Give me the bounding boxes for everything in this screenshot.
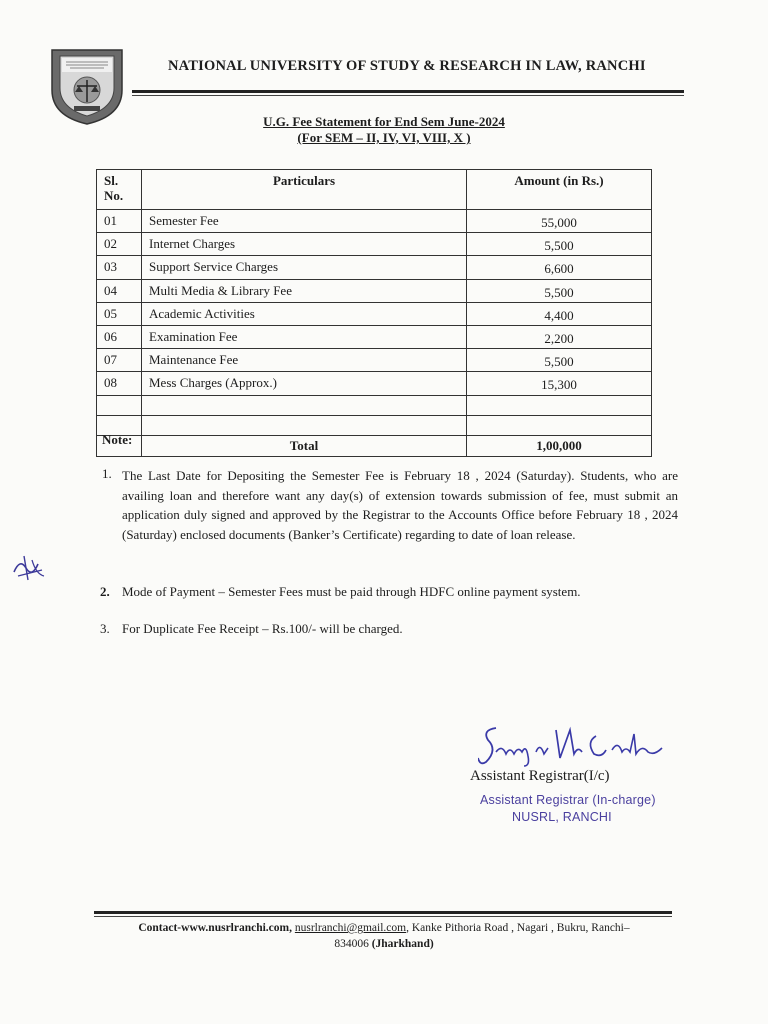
footer-rule-thin (94, 916, 672, 917)
empty-cell (142, 395, 467, 415)
row-amount: 5,500 (467, 279, 652, 302)
note-2-text: Mode of Payment – Semester Fees must be paid through HDFC online payment system. (122, 584, 581, 599)
row-amount: 5,500 (467, 233, 652, 256)
contact-label: Contact- (138, 922, 182, 934)
row-sl: 02 (97, 233, 142, 256)
table-row (97, 210, 652, 233)
fee-table (96, 169, 652, 457)
empty-cell (467, 395, 652, 415)
total-amount: 1,00,000 (467, 435, 652, 456)
empty-cell (97, 395, 142, 415)
row-particular: Maintenance Fee (142, 349, 467, 372)
row-particular: Examination Fee (142, 325, 467, 348)
statement-title: U.G. Fee Statement for End Sem June-2024 (263, 114, 505, 129)
table-row (97, 349, 652, 372)
note-heading: Note: (102, 432, 133, 447)
row-amount: 4,400 (467, 302, 652, 325)
header-amount: Amount (in Rs.) (467, 170, 652, 210)
contact-pin: 834006 (334, 938, 369, 950)
contact-website-link[interactable]: www.nusrlranchi.com, (181, 922, 292, 934)
row-sl: 07 (97, 349, 142, 372)
empty-cell (467, 415, 652, 435)
footer-rule (94, 911, 672, 914)
empty-row (97, 395, 652, 415)
table-row (97, 372, 652, 395)
table-row (97, 279, 652, 302)
row-sl: 03 (97, 256, 142, 279)
row-amount: 6,600 (467, 256, 652, 279)
row-particular: Academic Activities (142, 302, 467, 325)
note-1-text: The Last Date for Depositing the Semester Fee is February 18 , 2024 (Saturday). Students, who are availing loan and therefore want any day(s) of extension towards submission of fee, must submit an application duly signed and approved by the Registrar to the Accounts Office before February 18 , 2024 (Saturday) enclosed documents (Banker’s Certificate) regarding to date of loan release. (122, 468, 678, 542)
row-amount: 5,500 (467, 349, 652, 372)
row-particular: Internet Charges (142, 233, 467, 256)
university-name: NATIONAL UNIVERSITY OF STUDY & RESEARCH IN LAW, RANCHI (168, 58, 646, 74)
table-row (97, 233, 652, 256)
footer-contact (94, 920, 674, 952)
total-row (97, 435, 652, 456)
header-rule (132, 90, 684, 93)
header-sl (97, 170, 142, 210)
margin-initials-icon (10, 550, 48, 584)
contact-address: , Kanke Pithoria Road , Nagari , Bukru, Ranchi– (406, 922, 630, 934)
handwritten-signature (478, 722, 668, 768)
row-particular: Mess Charges (Approx.) (142, 372, 467, 395)
table-header-row (97, 170, 652, 210)
table-row (97, 256, 652, 279)
header-rule-thin (132, 95, 684, 96)
total-label: Total (142, 435, 467, 456)
header-sl-line1: Sl. (104, 173, 119, 188)
row-sl: 04 (97, 279, 142, 302)
row-sl: 05 (97, 302, 142, 325)
table-row (97, 325, 652, 348)
header-particulars: Particulars (142, 170, 467, 210)
contact-email-link[interactable]: nusrlranchi@gmail.com (294, 922, 407, 934)
row-particular: Multi Media & Library Fee (142, 279, 467, 302)
signatory-designation: Assistant Registrar(I/c) (470, 768, 610, 784)
empty-cell (142, 415, 467, 435)
note-1-number: 1. (102, 466, 112, 481)
row-amount: 15,300 (467, 372, 652, 395)
contact-state: (Jharkhand) (371, 938, 434, 950)
note-3-text: For Duplicate Fee Receipt – Rs.100/- will be charged. (122, 621, 403, 636)
empty-row (97, 415, 652, 435)
note-2-number: 2. (100, 584, 110, 599)
table-row (97, 302, 652, 325)
statement-subtitle: (For SEM – II, IV, VI, VIII, X ) (297, 130, 471, 145)
row-sl: 01 (97, 210, 142, 233)
row-amount: 2,200 (467, 325, 652, 348)
row-particular: Support Service Charges (142, 256, 467, 279)
note-3-number: 3. (100, 621, 110, 636)
row-sl: 08 (97, 372, 142, 395)
stamp-line-2: NUSRL, RANCHI (512, 810, 612, 824)
row-amount: 55,000 (467, 210, 652, 233)
row-particular: Semester Fee (142, 210, 467, 233)
header-sl-line2: No. (104, 188, 124, 203)
row-sl: 06 (97, 325, 142, 348)
stamp-line-1: Assistant Registrar (In-charge) (480, 793, 656, 807)
